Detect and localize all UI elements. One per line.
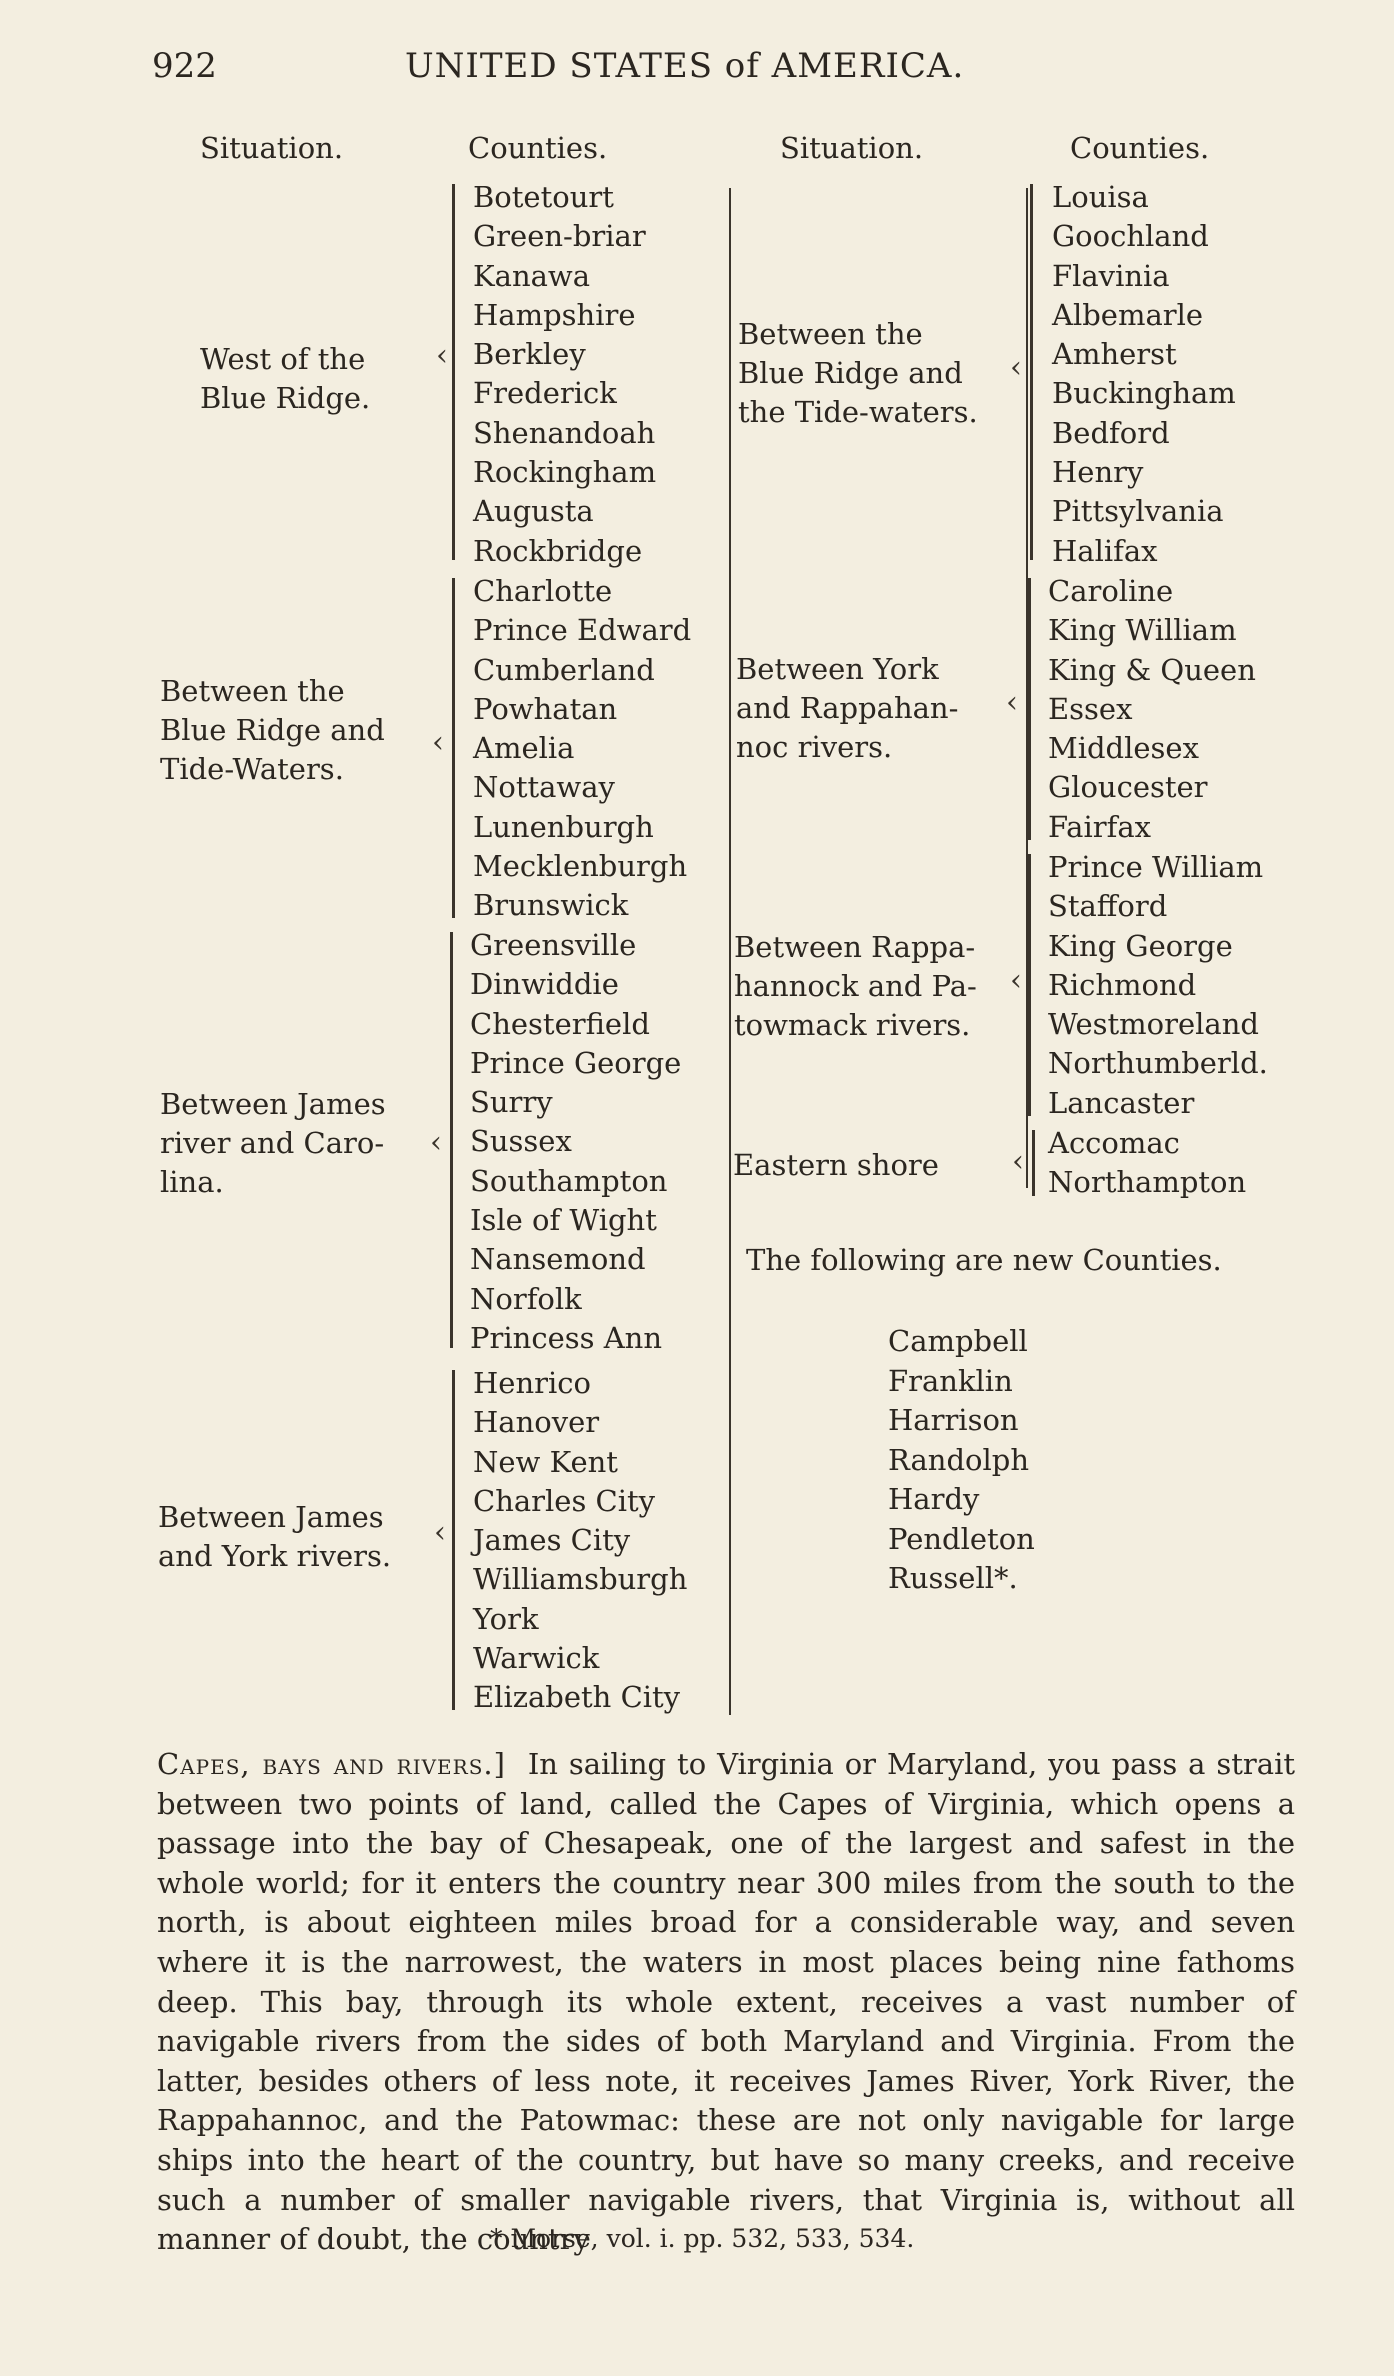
list-item: Russell*.: [888, 1561, 1018, 1595]
list-item: Mecklenburgh: [473, 849, 688, 884]
county-list: [470, 926, 681, 1358]
situation-york-rappahannoc: Between York and Rappahan- noc rivers.: [736, 652, 959, 764]
county-list: [1052, 178, 1236, 571]
list-item: Elizabeth City: [473, 1680, 681, 1715]
brace-group: [1032, 1130, 1035, 1196]
list-item: Caroline: [1048, 574, 1174, 608]
body-paragraph: [157, 1745, 1295, 2260]
brace-group: [1030, 184, 1033, 560]
list-item: Henry: [1052, 455, 1144, 490]
list-item: Albemarle: [1052, 297, 1204, 332]
list-item: Prince George: [470, 1045, 682, 1080]
list-item: Northampton: [1048, 1165, 1247, 1200]
list-item: Goochland: [1052, 219, 1209, 254]
list-item: Accomac: [1048, 1126, 1180, 1160]
list-item: Buckingham: [1052, 376, 1236, 411]
list-item: York: [473, 1601, 539, 1636]
list-item: Isle of Wight: [470, 1203, 657, 1238]
list-item: Nottaway: [473, 770, 615, 805]
situation-west-blue-ridge: West of the Blue Ridge.: [200, 342, 371, 415]
county-list: [1048, 1124, 1246, 1203]
list-item: Harrison: [888, 1403, 1019, 1437]
list-item: Stafford: [1048, 889, 1168, 924]
list-item: Northumberld.: [1048, 1046, 1268, 1081]
brace-tip-icon: ‹: [430, 1125, 442, 1160]
county-list: [473, 1364, 687, 1718]
list-item: Lancaster: [1048, 1085, 1195, 1120]
brace-group: [452, 1370, 455, 1710]
list-item: Amherst: [1052, 337, 1177, 372]
brace-group: [452, 184, 455, 560]
list-item: Randolph: [888, 1442, 1030, 1477]
list-item: Cumberland: [473, 652, 655, 687]
column-divider-left: [729, 188, 731, 1715]
list-item: Augusta: [473, 494, 594, 529]
county-list: [1048, 572, 1256, 847]
column-header-right-situation: Situation.: [780, 131, 924, 165]
list-item: Halifax: [1052, 533, 1158, 568]
list-item: Berkley: [473, 337, 586, 372]
brace-group: [452, 578, 455, 918]
brace-tip-icon: ‹: [432, 725, 444, 760]
county-list: [473, 178, 656, 571]
list-item: Gloucester: [1048, 770, 1208, 805]
list-item: Frederick: [473, 376, 617, 411]
column-header-left-counties: Counties.: [468, 131, 608, 165]
list-item: King George: [1048, 928, 1233, 963]
situation-james-york: Between James and York rivers.: [158, 1500, 392, 1573]
list-item: Charles City: [473, 1483, 656, 1518]
list-item: Pittsylvania: [1052, 494, 1224, 529]
situation-blue-ridge-tide-waters: Between the Blue Ridge and Tide-Waters.: [160, 674, 385, 786]
situation-right-blue-ridge: Between the Blue Ridge and the Tide-waters.: [738, 317, 978, 429]
list-item: Bedford: [1052, 415, 1170, 450]
footnote: * Morse, vol. i. pp. 532, 533, 534.: [490, 2224, 915, 2253]
brace-tip-icon: ‹: [1010, 963, 1022, 998]
list-item: Hampshire: [473, 297, 636, 332]
list-item: Hardy: [888, 1482, 980, 1516]
page-number: 922: [152, 46, 217, 86]
list-item: Essex: [1048, 691, 1133, 726]
list-item: Lunenburgh: [473, 809, 654, 844]
brace-tip-icon: ‹: [1012, 1144, 1024, 1179]
list-item: Princess Ann: [470, 1320, 663, 1355]
list-item: Chesterfield: [470, 1006, 650, 1041]
list-item: Nansemond: [470, 1242, 646, 1277]
paragraph-text: In sailing to Virginia or Maryland, you pass a strait between two points of land, called the Capes of Virginia, which opens a passage into the bay of Chesapeak, one of the largest and safest in the whole world; for it enters the country near 300 miles from the south to the north, is about eighteen miles broad for a considerable way, and seven where it is the narrowest, the waters in most places being nine fathoms deep. This bay, through its whole extent, receives a vast number of navigable rivers from the sides of both Maryland and Virginia. From the latter, besides others of less note, it receives James River, York River, the Rappahannoc, and the Patowmac: these are not only navigable for large ships into the heart of the country, but have so many creeks, and receive such a number of smaller navigable rivers, that Virginia is, without all manner of doubt, the country: [157, 1747, 1295, 2257]
list-item: Pendleton: [888, 1521, 1035, 1556]
list-item: Rockingham: [473, 455, 657, 490]
brace-group: [1028, 854, 1031, 1116]
county-list: [1048, 848, 1268, 1123]
list-item: Southampton: [470, 1163, 668, 1198]
page-title: UNITED STATES of AMERICA.: [405, 46, 965, 86]
list-item: Middlesex: [1048, 731, 1199, 766]
list-item: Powhatan: [473, 691, 618, 726]
list-item: King & Queen: [1048, 652, 1256, 687]
list-item: King William: [1048, 613, 1237, 648]
new-counties-list: [888, 1322, 1035, 1599]
list-item: Brunswick: [473, 888, 629, 923]
list-item: Richmond: [1048, 967, 1197, 1002]
brace-tip-icon: ‹: [434, 1515, 446, 1550]
list-item: Kanawa: [473, 258, 591, 293]
list-item: Henrico: [473, 1366, 591, 1400]
list-item: Franklin: [888, 1363, 1013, 1398]
list-item: Fairfax: [1048, 809, 1151, 844]
brace-tip-icon: ‹: [436, 338, 448, 373]
situation-rappahannock-patowmack: Between Rappa- hannock and Pa- towmack rivers.: [734, 930, 977, 1042]
situation-james-carolina: Between James river and Caro- lina.: [160, 1087, 386, 1199]
list-item: Williamsburgh: [473, 1562, 688, 1597]
list-item: Botetourt: [473, 180, 614, 214]
list-item: Louisa: [1052, 180, 1149, 214]
list-item: Greensville: [470, 928, 637, 962]
brace-tip-icon: ‹: [1006, 685, 1018, 720]
brace-group: [1028, 578, 1031, 840]
list-item: Green-briar: [473, 219, 646, 254]
brace-tip-icon: ‹: [1010, 350, 1022, 385]
column-header-right-counties: Counties.: [1070, 131, 1210, 165]
list-item: James City: [473, 1523, 631, 1558]
list-item: New Kent: [473, 1444, 618, 1479]
list-item: Dinwiddie: [470, 967, 619, 1002]
list-item: Shenandoah: [473, 415, 656, 450]
county-list: [473, 572, 691, 926]
brace-group: [450, 932, 453, 1348]
situation-eastern-shore: Eastern shore: [733, 1148, 939, 1182]
column-header-left-situation: Situation.: [200, 131, 344, 165]
list-item: Rockbridge: [473, 533, 643, 568]
list-item: Westmoreland: [1048, 1007, 1259, 1042]
list-item: Campbell: [888, 1324, 1028, 1358]
paragraph-lead: Capes, bays and rivers.]: [157, 1747, 506, 1781]
list-item: Amelia: [473, 731, 575, 766]
list-item: Surry: [470, 1085, 553, 1120]
list-item: Sussex: [470, 1124, 572, 1159]
list-item: Norfolk: [470, 1281, 582, 1316]
new-counties-heading: The following are new Counties.: [746, 1243, 1222, 1277]
list-item: Flavinia: [1052, 258, 1170, 293]
list-item: Prince William: [1048, 850, 1264, 884]
list-item: Hanover: [473, 1405, 600, 1440]
list-item: Prince Edward: [473, 613, 692, 648]
list-item: Warwick: [473, 1641, 600, 1676]
list-item: Charlotte: [473, 574, 613, 608]
